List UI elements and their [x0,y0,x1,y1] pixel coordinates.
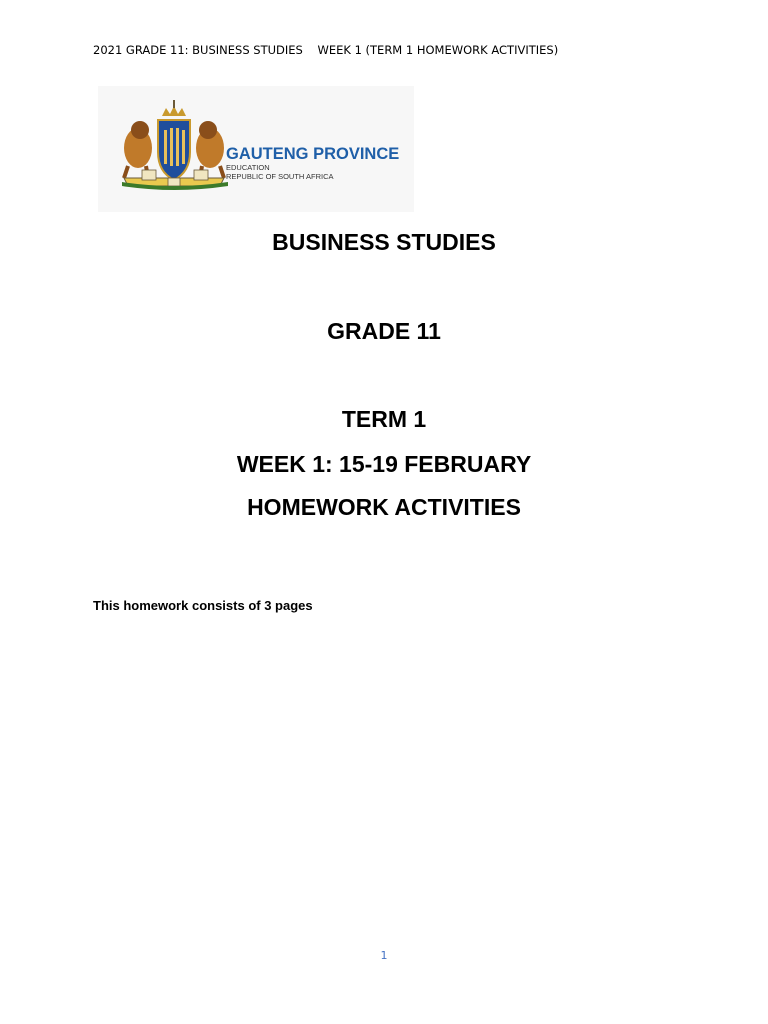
grade-title: GRADE 11 [327,318,441,344]
coat-of-arms-icon [98,86,414,212]
term-title: TERM 1 [341,406,427,432]
logo-line1: EDUCATION [226,163,270,172]
gauteng-logo [98,86,414,212]
header-subject: 2021 GRADE 11: BUSINESS STUDIES [93,43,303,57]
subject-title: BUSINESS STUDIES [272,229,496,255]
page-header [93,43,558,57]
week-title: WEEK 1: 15-19 FEBRUARY [236,451,532,477]
logo-line2: REPUBLIC OF SOUTH AFRICA [226,172,334,181]
activity-title: HOMEWORK ACTIVITIES [247,494,521,520]
page-number: 1 [380,949,388,962]
page-count-note: This homework consists of 3 pages [93,598,313,613]
header-week: WEEK 1 (TERM 1 HOMEWORK ACTIVITIES) [317,43,559,57]
logo-name: GAUTENG PROVINCE [226,145,400,163]
